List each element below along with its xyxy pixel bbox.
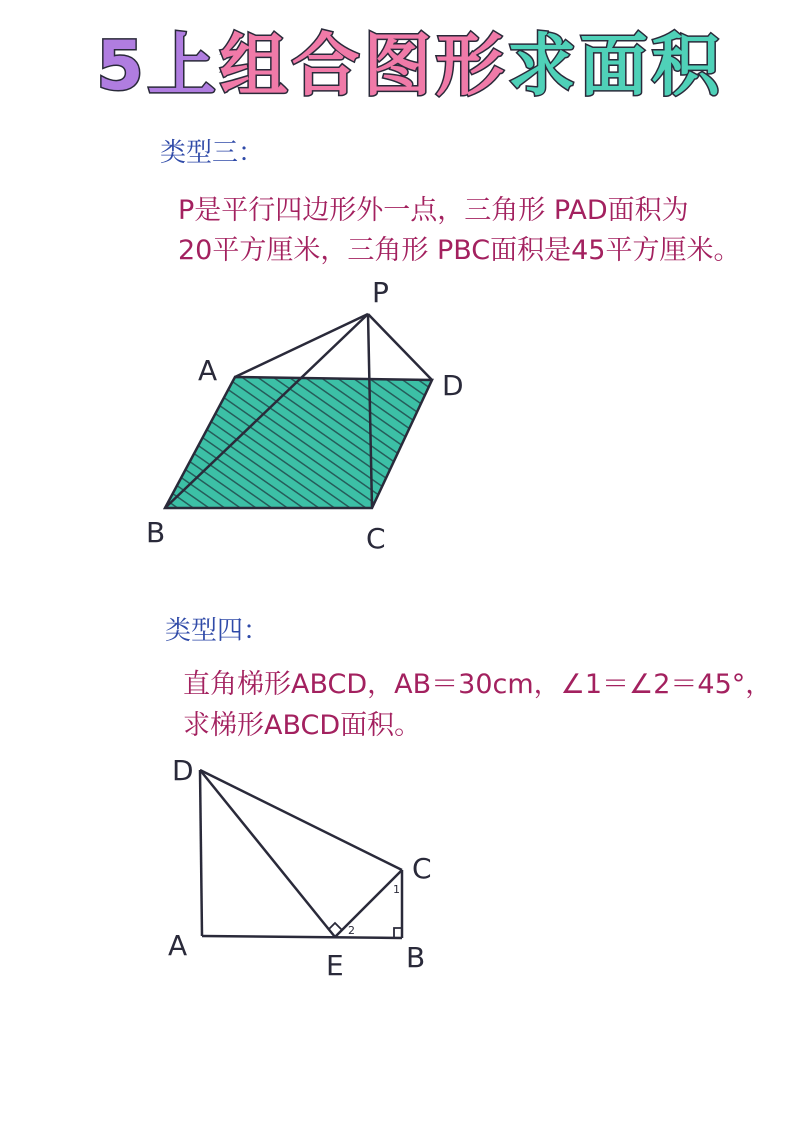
point-label-C: C	[412, 852, 432, 885]
segment-CD	[200, 770, 402, 870]
right-angle-mark-E	[328, 923, 342, 930]
angle-label-1: 1	[393, 883, 400, 896]
section4-label: 类型四：	[165, 616, 270, 646]
title-grade: 5上	[96, 26, 220, 106]
section3-problem-line2: 20平方厘米，三角形 PBC面积是45平方厘米。	[178, 235, 741, 266]
point-label-D: D	[172, 754, 194, 787]
section3-label: 类型三：	[160, 138, 265, 168]
point-label-D: D	[442, 369, 464, 402]
angle-label-2: 2	[348, 924, 355, 937]
segment-PA	[235, 314, 368, 377]
point-label-B: B	[146, 516, 166, 549]
section4-problem-line2: 求梯形ABCD面积。	[183, 710, 422, 741]
segment-PD	[368, 314, 432, 380]
figure-parallelogram	[146, 276, 464, 555]
point-label-B: B	[406, 941, 426, 974]
section4-problem-line1: 直角梯形ABCD，AB＝30cm，∠1＝∠2＝45°，	[183, 669, 773, 700]
segment-AB	[202, 936, 402, 938]
point-label-P: P	[372, 276, 389, 309]
point-label-A: A	[198, 354, 218, 387]
point-label-E: E	[326, 949, 344, 982]
segment-EC	[335, 870, 402, 937]
section3-problem-line1: P是平行四边形外一点，三角形 PAD面积为	[178, 195, 689, 226]
title-task: 求面积	[507, 26, 724, 106]
point-label-A: A	[168, 929, 188, 962]
segment-DA	[200, 770, 202, 936]
segment-DE	[200, 770, 335, 937]
point-label-C: C	[366, 522, 386, 555]
title-topic: 组合图形	[219, 26, 508, 106]
parallelogram-hatching	[165, 377, 432, 508]
figure-right-trapezoid	[168, 754, 432, 982]
